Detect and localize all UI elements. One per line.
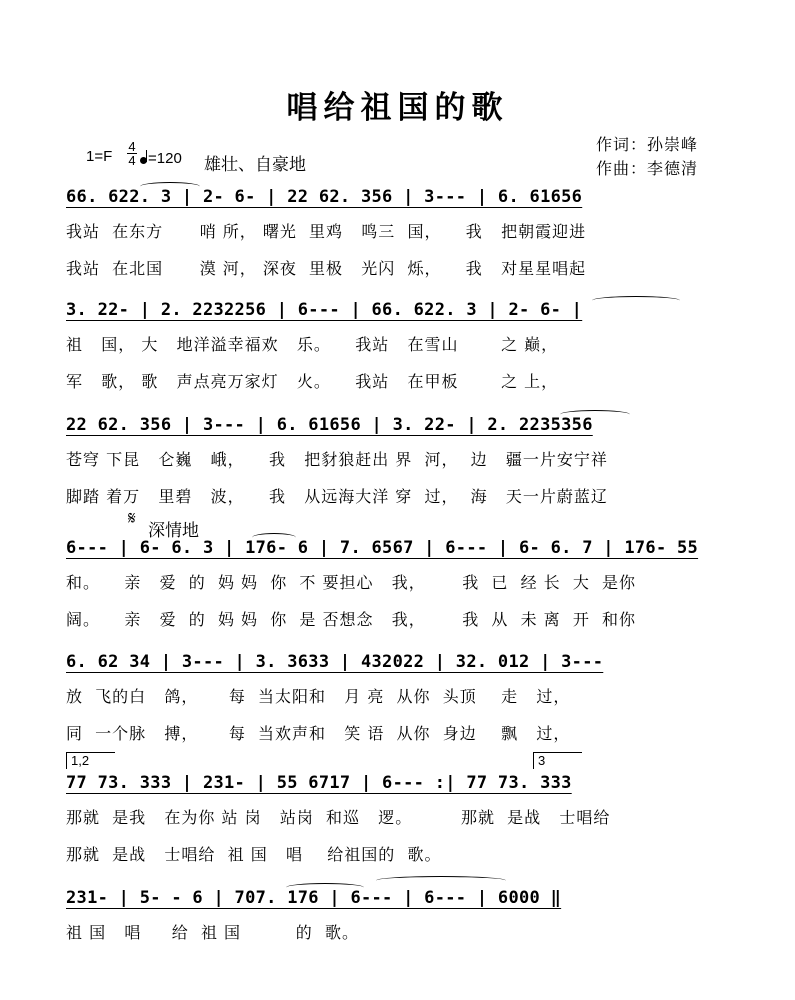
tempo-value: =120 [148, 150, 182, 167]
lyric-line-4-verse-1: 和。 亲 爱 的 妈 妈 你 不 要担心 我， 我 已 经 长 大 是你 [66, 573, 637, 592]
slur-arc [560, 410, 630, 419]
volta-bracket-1 [66, 752, 115, 769]
lyric-line-4-verse-2: 阔。 亲 爱 的 妈 妈 你 是 否想念 我， 我 从 未 离 开 和你 [66, 610, 637, 629]
volta-label-1: 1,2 [71, 753, 90, 768]
lyric-line-7: 祖 国 唱 给 祖 国 的 歌。 [66, 923, 359, 942]
notation-line-2: 3. 22- | 2. 2232256 | 6--- | 66. 622. 3 | 2- 6- | [66, 300, 583, 320]
lyric-line-3-verse-2: 脚踏 着万 里碧 波， 我 从远海大洋 穿 过， 海 天一片蔚蓝辽 [66, 487, 608, 506]
lyric-line-3-verse-1: 苍穹 下昆 仑巍 峨， 我 把豺狼赶出 界 河， 边 疆一片安宁祥 [66, 450, 608, 469]
lyric-line-6-verse-2: 那就 是战 士唱给 祖 国 唱 给祖国的 歌。 [66, 845, 442, 864]
lyric-line-2-verse-1: 祖 国， 大 地洋溢幸福欢 乐。 我站 在雪山 之 巅， [66, 335, 559, 354]
time-signature-bottom: 4 [128, 153, 136, 168]
notation-line-4: 6--- | 6- 6. 3 | 176- 6 | 7. 6567 | 6--- | 6- 6. 7 | 176- 55 [66, 538, 699, 558]
lyric-line-6-verse-1: 那就 是我 在为你 站 岗 站岗 和巡 逻。 那就 是战 士唱给 [66, 808, 611, 827]
lyric-line-2-verse-2: 军 歌， 歌 声点亮万家灯 火。 我站 在甲板 之 上， [66, 372, 559, 391]
lyric-line-1-verse-2: 我站 在北国 漠 河， 深夜 里极 光闪 烁， 我 对星星唱起 [66, 259, 587, 278]
composer-credit: 作曲：李德清 [596, 159, 699, 178]
volta-bracket-2 [533, 752, 582, 769]
slur-arc [592, 296, 680, 305]
lyric-line-1-verse-1: 我站 在东方 哨 所， 曙光 里鸡 鸣三 国， 我 把朝霞迎进 [66, 222, 587, 241]
volta-label-2: 3 [538, 753, 546, 768]
key-signature: 1=F [86, 148, 113, 165]
tempo-marking [140, 150, 182, 167]
lyric-line-5-verse-1: 放 飞的白 鸽， 每 当太阳和 月 亮 从你 头顶 走 过， [66, 687, 571, 706]
expression-marking: 雄壮、自豪地 [204, 155, 306, 175]
notation-line-6: 77 73. 333 | 231- | 55 6717 | 6--- :| 77 73. 333 [66, 773, 572, 793]
slur-arc [376, 876, 506, 885]
notation-line-7: 231- | 5- - 6 | 707. 176 | 6--- | 6--- | 6000 ‖ [66, 888, 562, 908]
notation-line-3: 22 62. 356 | 3--- | 6. 61656 | 3. 22- | 2. 2235356 [66, 415, 593, 435]
slur-arc [286, 883, 364, 892]
time-signature-top: 4 [128, 139, 136, 154]
song-title: 唱给祖国的歌 [286, 90, 509, 126]
lyric-line-5-verse-2: 同 一个脉 搏， 每 当欢声和 笑 语 从你 身边 飘 过， [66, 724, 571, 743]
time-signature [125, 140, 139, 167]
lyricist-credit: 作词：孙崇峰 [596, 135, 699, 154]
notation-line-1: 66. 622. 3 | 2- 6- | 22 62. 356 | 3--- | 6. 61656 [66, 187, 583, 207]
slur-arc [252, 533, 296, 542]
notation-line-5: 6. 62 34 | 3--- | 3. 3633 | 432022 | 32. 012 | 3--- [66, 652, 604, 672]
quarter-note-icon [140, 157, 147, 164]
slur-arc [140, 182, 200, 191]
segno-sign: 𝄋 [128, 508, 136, 529]
expression-marking-2: 深情地 [148, 521, 199, 541]
